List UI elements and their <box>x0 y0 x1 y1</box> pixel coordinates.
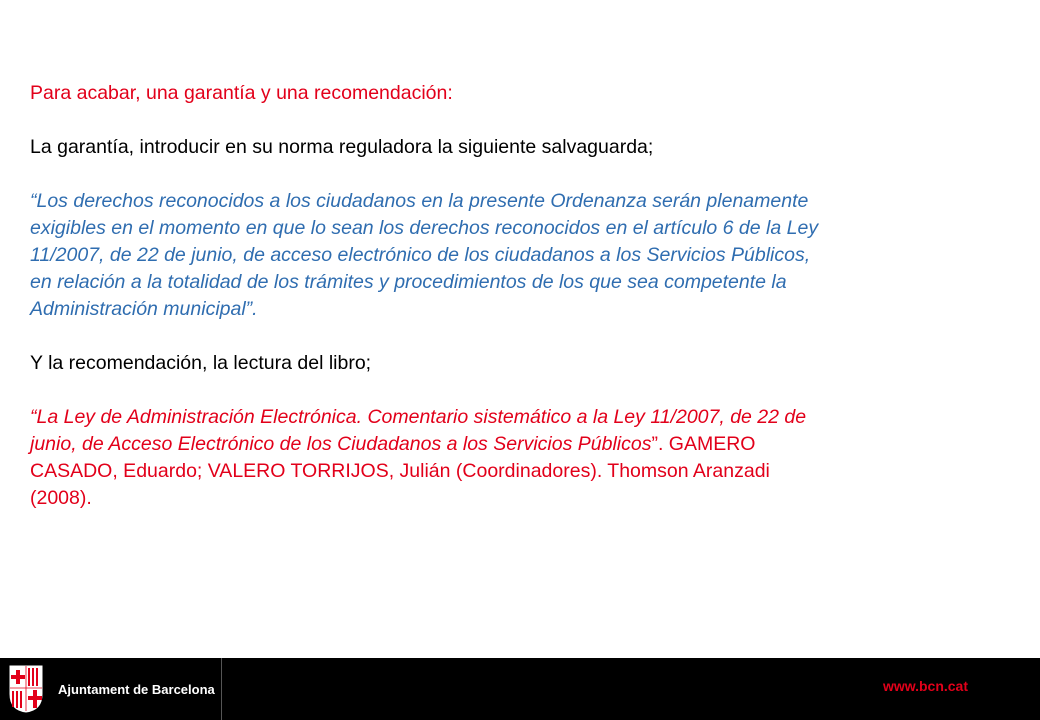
book-author-part: ”. GAMERO <box>651 433 756 455</box>
book-line: “La Ley de Administración Electrónica. Comentario sistemático a la Ley 11/2007, de 22 de <box>30 406 807 428</box>
guarantee-intro: La garantía, introducir en su norma reguladora la siguiente salvaguarda; <box>30 136 654 158</box>
quote-line: 11/2007, de 22 de junio, de acceso electrónico de los ciudadanos a los Servicios Públicos, <box>30 244 811 266</box>
quote-line: exigibles en el momento en que lo sean los derechos reconocidos en el artículo 6 de la Ley <box>30 217 819 239</box>
website-link[interactable]: www.bcn.cat <box>882 678 968 694</box>
quote-line: “Los derechos reconocidos a los ciudadanos en la presente Ordenanza serán plenamente <box>30 190 809 212</box>
book-line: CASADO, Eduardo; VALERO TORRIJOS, Julián (Coordinadores). Thomson Aranzadi <box>30 460 770 482</box>
ajuntament-logo[interactable] <box>0 658 222 720</box>
book-title-part: junio, de Acceso Electrónico de los Ciudadanos a los Servicios Públicos <box>30 433 652 455</box>
footer-bar <box>0 658 1040 720</box>
slide-body <box>30 80 1010 512</box>
book-line: (2008). <box>30 487 92 509</box>
book-citation <box>30 404 1010 512</box>
barcelona-shield-icon <box>8 664 44 714</box>
recommendation-intro: Y la recomendación, la lectura del libro; <box>30 352 372 374</box>
quote-line: Administración municipal”. <box>30 298 258 320</box>
guarantee-quote <box>30 188 1010 323</box>
ajuntament-logo-text: Ajuntament de Barcelona <box>58 681 215 697</box>
quote-line: en relación a la totalidad de los trámites y procedimientos de los que sea competente la <box>30 271 787 293</box>
book-line <box>30 431 1010 458</box>
intro-heading: Para acabar, una garantía y una recomendación: <box>30 82 453 104</box>
